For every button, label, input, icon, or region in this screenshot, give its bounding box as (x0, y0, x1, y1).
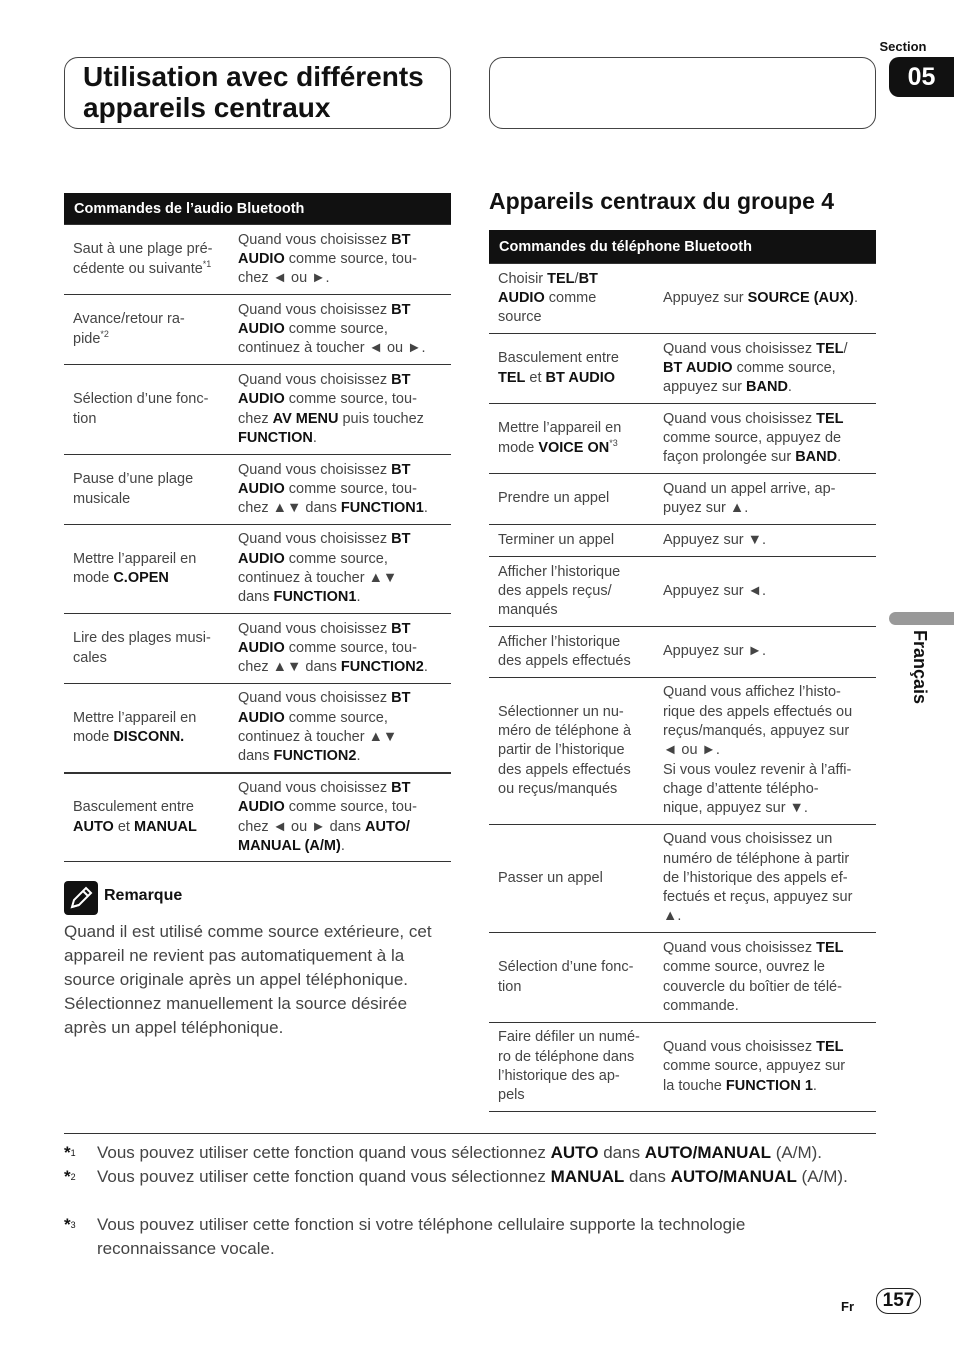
table-cell-function (489, 825, 657, 932)
cell-line: couvercle du boîtier de télé- (663, 978, 842, 995)
cell-line: chage d’attente télépho- (663, 780, 819, 797)
footnote (64, 1213, 884, 1261)
cell-line: chez ◄ ou ► dans AUTO/ (238, 818, 410, 835)
cell-line: ▲. (663, 908, 682, 925)
section-heading: Appareils centraux du groupe 4 (489, 188, 835, 214)
cell-line: cédente ou suivante$^{*1}$ (73, 258, 212, 277)
footnote-mark: *$^3$ (64, 1215, 76, 1234)
cell-line: Lire des plages musi- (73, 630, 211, 647)
cell-line: AUDIO comme source, tou- (238, 480, 417, 497)
table-cell-operation (657, 627, 876, 677)
cell-line: Basculement entre (498, 350, 619, 367)
cell-line: Basculement entre (73, 799, 194, 816)
cell-line: Pause d’une plage (73, 471, 194, 488)
table-cell-function (489, 525, 657, 556)
cell-line: Quand vous choisissez BT (238, 461, 411, 478)
table-cell-operation (657, 474, 876, 524)
table-row (489, 626, 876, 677)
cell-line: comme source, appuyez sur (663, 1058, 846, 1075)
table-row (489, 403, 876, 473)
cell-line: des appels reçus/ (498, 582, 612, 599)
cell-line: Afficher l’historique (498, 633, 621, 650)
cell-line: tion (498, 978, 522, 995)
cell-line: des appels effectués (498, 653, 631, 669)
footnote-divider (64, 1133, 876, 1134)
cell-line: Quand vous choisissez un (663, 831, 833, 848)
table-header: Commandes de l’audio Bluetooth (64, 193, 451, 224)
cell-line: dans FUNCTION2. (238, 748, 361, 765)
cell-line: AUDIO comme source, (238, 550, 388, 567)
table-row (489, 524, 876, 556)
cell-line: tion (73, 410, 97, 427)
cell-line: BT AUDIO comme source, (663, 359, 836, 376)
table-row (489, 1022, 876, 1111)
cell-line: mode VOICE ON$^{*3}$ (498, 437, 618, 456)
cell-line: Quand vous choisissez TEL (663, 939, 844, 956)
cell-line: Quand vous affichez l’histo- (663, 684, 841, 701)
language-tab (889, 612, 954, 625)
cell-line: ◄ ou ►. (663, 742, 720, 759)
cell-line: Mettre l’appareil en (73, 709, 197, 726)
cell-line: Si vous voulez revenir à l’affi- (663, 761, 852, 778)
cell-line: AUTO et MANUAL (73, 818, 197, 835)
language-label: Français (910, 630, 930, 705)
table-cell-function (64, 225, 232, 294)
cell-line: Quand vous choisissez BT (238, 531, 411, 548)
cell-line: Mettre l’appareil en (498, 420, 622, 437)
table-cell-function (64, 365, 232, 454)
table-row (64, 772, 451, 861)
cell-line: FUNCTION. (238, 429, 317, 446)
table-row (64, 683, 451, 772)
table-row (489, 333, 876, 403)
table-cell-function (64, 614, 232, 683)
table-cell-operation (232, 774, 451, 861)
footnote-text: Vous pouvez utiliser cette fonction quand vous sélectionnez MANUAL dans AUTO/MANUAL (A/M). (97, 1167, 848, 1186)
cell-line: de l’historique des appels ef- (663, 869, 848, 886)
table-row (489, 473, 876, 524)
chapter-title-box (64, 57, 451, 129)
cell-line: méro de téléphone à (498, 723, 632, 740)
footnote-text: Vous pouvez utiliser cette fonction si votre téléphone cellulaire supporte la technologie reconnaissance vocale. (97, 1215, 746, 1258)
table-row (64, 454, 451, 524)
bluetooth-phone-table (489, 230, 876, 1112)
cell-line: Quand vous choisissez TEL (663, 1039, 844, 1056)
table-cell-function (489, 557, 657, 626)
cell-line: AUDIO comme source, tou- (238, 391, 417, 408)
table-cell-operation (657, 557, 876, 626)
table-cell-function (489, 264, 657, 333)
table-row (489, 556, 876, 626)
table-cell-function (64, 455, 232, 524)
cell-line: fectués et reçus, appuyez sur (663, 889, 853, 906)
cell-line: ou reçus/manqués (498, 780, 618, 797)
cell-line: Sélection d’une fonc- (73, 391, 209, 408)
table-cell-function (64, 774, 232, 861)
cell-line: Avance/retour ra- (73, 311, 185, 328)
cell-line: cales (73, 649, 107, 666)
cell-line: Quand vous choisissez BT (238, 620, 411, 637)
cell-line: Quand vous choisissez TEL (663, 410, 844, 427)
table-row (489, 263, 876, 333)
cell-line: pide$^{*2}$ (73, 328, 109, 347)
cell-line: dans FUNCTION1. (238, 589, 361, 606)
footnote-mark: *$^1$ (64, 1143, 76, 1162)
cell-line: puyez sur ▲. (663, 500, 749, 516)
remark-title: Remarque (104, 887, 183, 904)
table-cell-function (489, 933, 657, 1022)
pencil-note-icon (64, 881, 98, 915)
chapter-title-line2: appareils centraux (83, 92, 331, 123)
cell-line: Quand vous choisissez BT (238, 301, 411, 318)
cell-line: Appuyez sur SOURCE (AUX). (663, 289, 859, 306)
cell-line: Quand vous choisissez BT (238, 231, 411, 248)
cell-line: Sélection d’une fonc- (498, 959, 634, 976)
table-cell-operation (657, 404, 876, 473)
cell-line: l’historique des ap- (498, 1068, 620, 1084)
cell-line: source (498, 309, 542, 326)
table-row (64, 294, 451, 364)
cell-line: numéro de téléphone à partir (663, 850, 850, 867)
cell-line: Quand vous choisissez BT (238, 371, 411, 388)
table-cell-function (64, 525, 232, 613)
cell-line: continuez à toucher ◄ ou ►. (238, 340, 426, 357)
cell-line: reçus/manqués, appuyez sur (663, 723, 850, 740)
cell-line: chez ▲▼ dans FUNCTION2. (238, 659, 428, 676)
cell-line: Prendre un appel (498, 490, 610, 507)
cell-line: comme source, ouvrez le (663, 959, 825, 976)
table-cell-operation (232, 225, 451, 294)
cell-line: la touche FUNCTION 1. (663, 1077, 817, 1094)
cell-line: des appels effectués (498, 761, 631, 778)
cell-line: Mettre l’appareil en (73, 550, 197, 567)
cell-line: Passer un appel (498, 869, 603, 886)
table-cell-operation (657, 678, 876, 824)
table-cell-operation (232, 684, 451, 772)
table-cell-operation (657, 825, 876, 932)
cell-line: Faire défiler un numé- (498, 1029, 640, 1046)
cell-line: Choisir TEL/BT (498, 270, 598, 287)
cell-line: Sélectionner un nu- (498, 703, 624, 720)
table-cell-function (489, 627, 657, 677)
footnote (64, 1141, 884, 1165)
cell-line: Quand vous choisissez BT (238, 690, 411, 707)
cell-line: Terminer un appel (498, 531, 615, 548)
cell-line: TEL et BT AUDIO (498, 369, 616, 386)
table-cell-function (489, 474, 657, 524)
page-number: 157 (876, 1288, 921, 1314)
cell-line: AUDIO comme source, (238, 320, 388, 337)
empty-header-box (489, 57, 876, 129)
cell-line: comme source, appuyez de (663, 429, 842, 446)
cell-line: mode DISCONN. (73, 729, 185, 745)
page-language: Fr (841, 1299, 854, 1314)
cell-line: appuyez sur BAND. (663, 379, 792, 396)
table-cell-function (489, 334, 657, 403)
table-cell-operation (232, 614, 451, 683)
cell-line: ro de téléphone dans (498, 1048, 635, 1065)
cell-line: Appuyez sur ▼. (663, 531, 767, 548)
table-cell-function (64, 295, 232, 364)
cell-line: manqués (498, 602, 558, 619)
table-cell-function (489, 678, 657, 824)
cell-line: façon prolongée sur BAND. (663, 449, 842, 466)
cell-line: Quand vous choisissez TEL/ (663, 340, 848, 357)
section-number: 05 (889, 57, 954, 97)
cell-line: AUDIO comme source, (238, 709, 388, 726)
cell-line: musicale (73, 490, 131, 507)
table-row (64, 364, 451, 454)
table-cell-operation (232, 455, 451, 524)
cell-line: Appuyez sur ◄. (663, 582, 767, 599)
cell-line: Quand un appel arrive, ap- (663, 480, 836, 497)
table-cell-operation (232, 365, 451, 454)
section-label: Section (879, 39, 927, 54)
table-cell-function (489, 1023, 657, 1111)
table-row (489, 932, 876, 1022)
cell-line: AUDIO comme (498, 289, 597, 306)
cell-line: partir de l’historique (498, 742, 625, 759)
cell-line: AUDIO comme source, tou- (238, 799, 417, 816)
cell-line: Afficher l’historique (498, 563, 621, 580)
cell-line: continuez à toucher ▲▼ (238, 570, 398, 586)
cell-line: Appuyez sur ►. (663, 643, 767, 660)
footnote-mark: *$^2$ (64, 1167, 76, 1186)
chapter-title-line1: Utilisation avec différents (83, 61, 424, 92)
table-row (64, 613, 451, 683)
cell-line: rique des appels effectués ou (663, 703, 853, 720)
cell-line: nique, appuyez sur ▼. (663, 800, 808, 817)
table-row (489, 677, 876, 824)
cell-line: continuez à toucher ▲▼ (238, 729, 398, 745)
table-row (64, 224, 451, 294)
footnote-text: Vous pouvez utiliser cette fonction quand vous sélectionnez AUTO dans AUTO/MANUAL (A/M). (97, 1143, 823, 1162)
cell-line: Saut à une plage pré- (73, 241, 213, 258)
cell-line: mode C.OPEN (73, 570, 169, 586)
cell-line: Quand vous choisissez BT (238, 779, 411, 796)
footnote (64, 1165, 884, 1189)
table-row (64, 524, 451, 613)
bluetooth-audio-table (64, 193, 451, 862)
cell-line: MANUAL (A/M). (238, 837, 345, 854)
remark-text: Quand il est utilisé comme source extérieure, cet appareil ne revient pas automatiquement à la source originale après un appel téléphonique. Sélectionnez manuellement la source désirée après un appel téléphonique. (64, 922, 432, 1037)
cell-line: AUDIO comme source, tou- (238, 250, 417, 267)
cell-line: pels (498, 1087, 525, 1104)
cell-line: chez ▲▼ dans FUNCTION1. (238, 500, 428, 517)
table-cell-function (489, 404, 657, 473)
table-cell-operation (657, 933, 876, 1022)
table-cell-function (64, 684, 232, 772)
table-cell-operation (657, 264, 876, 333)
cell-line: chez ◄ ou ►. (238, 270, 330, 287)
cell-line: AUDIO comme source, tou- (238, 639, 417, 656)
table-cell-operation (232, 295, 451, 364)
chapter-title (83, 61, 432, 123)
table-cell-operation (657, 334, 876, 403)
table-header: Commandes du téléphone Bluetooth (489, 230, 876, 263)
table-cell-operation (657, 525, 876, 556)
table-cell-operation (657, 1023, 876, 1111)
table-row (489, 824, 876, 932)
cell-line: commande. (663, 997, 739, 1014)
table-cell-operation (232, 525, 451, 613)
cell-line: chez AV MENU puis touchez (238, 410, 424, 427)
